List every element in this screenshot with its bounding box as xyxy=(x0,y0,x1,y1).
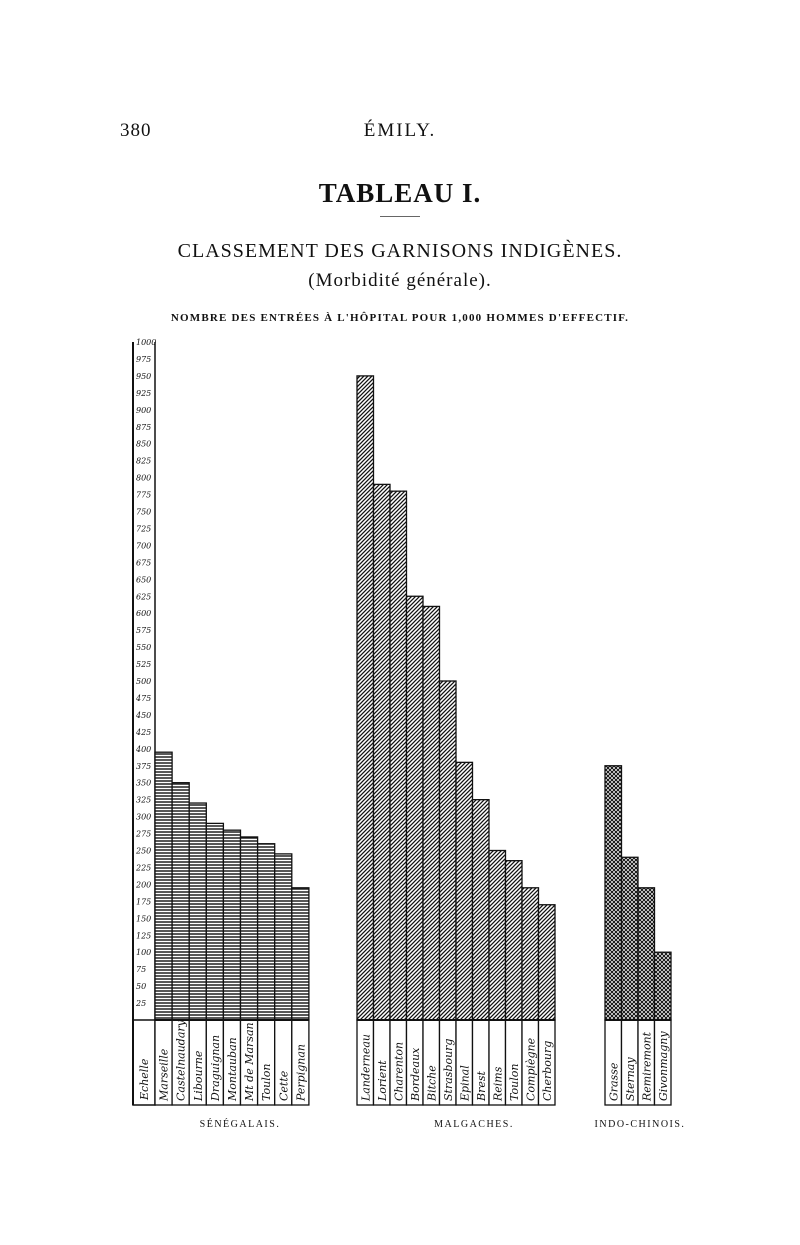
y-tick-label: 450 xyxy=(136,710,152,720)
bar xyxy=(655,952,672,1020)
bar xyxy=(605,766,622,1020)
running-head: ÉMILY. xyxy=(363,120,437,141)
y-tick-label: 425 xyxy=(136,727,152,737)
category-label: Charenton xyxy=(392,1041,406,1101)
bar xyxy=(241,837,258,1020)
category-label: Montauban xyxy=(225,1037,239,1101)
y-tick-label: 350 xyxy=(136,778,152,788)
bar xyxy=(638,888,655,1020)
y-tick-label: 250 xyxy=(136,846,152,856)
category-label: Compiègne xyxy=(524,1037,538,1101)
bar xyxy=(539,905,556,1020)
category-label: Givonmagny xyxy=(656,1031,670,1101)
bar xyxy=(292,888,309,1020)
bar xyxy=(622,857,639,1020)
bar xyxy=(189,803,206,1020)
y-tick-label: 850 xyxy=(136,439,152,449)
bar xyxy=(155,752,172,1020)
y-tick-label: 775 xyxy=(136,490,152,500)
category-labels xyxy=(133,1019,685,1130)
y-tick-label: 975 xyxy=(136,354,152,364)
category-label: Cherbourg xyxy=(540,1040,554,1101)
y-tick-label: 600 xyxy=(136,609,152,619)
category-label: Toulon xyxy=(260,1063,274,1101)
y-tick-label: 300 xyxy=(136,812,152,822)
y-tick-label: 175 xyxy=(136,897,152,907)
y-tick-label: 150 xyxy=(136,914,152,924)
category-label: Remiremont xyxy=(640,1031,654,1101)
bar xyxy=(275,854,292,1020)
y-tick-label: 725 xyxy=(136,524,152,534)
bar xyxy=(423,606,440,1020)
category-label: Draguignan xyxy=(208,1034,222,1101)
y-tick-label: 50 xyxy=(136,982,147,992)
y-tick-label: 400 xyxy=(136,744,152,754)
y-tick-label: 525 xyxy=(136,660,152,670)
bar xyxy=(374,484,391,1020)
y-tick-label: 25 xyxy=(136,999,147,1009)
category-label: Lorient xyxy=(375,1060,389,1101)
y-tick-label: 500 xyxy=(136,677,152,686)
chart-subtitle: CLASSEMENT DES GARNISONS INDIGÈNES. xyxy=(177,240,623,262)
bar xyxy=(506,861,523,1020)
y-tick-label: 925 xyxy=(136,388,152,398)
category-label: Perpignan xyxy=(294,1043,308,1101)
scale-label: Echelle xyxy=(138,1058,151,1100)
y-tick-label: 650 xyxy=(136,575,152,585)
y-tick-label: 375 xyxy=(136,761,152,771)
y-tick-label: 1000 xyxy=(136,338,157,347)
category-label: Libourne xyxy=(191,1050,205,1101)
y-tick-label: 625 xyxy=(136,592,152,602)
bar xyxy=(223,830,240,1020)
bar xyxy=(456,762,473,1020)
category-label: Sternay xyxy=(623,1057,637,1101)
scale-axis xyxy=(133,338,156,1105)
y-tick-label: 950 xyxy=(136,371,152,381)
bar xyxy=(390,491,407,1020)
bar xyxy=(522,888,539,1020)
bar xyxy=(258,844,275,1020)
category-label: Grasse xyxy=(607,1062,621,1101)
y-tick-label: 275 xyxy=(136,829,152,839)
y-tick-label: 875 xyxy=(136,422,152,432)
category-label: Cette xyxy=(277,1070,291,1101)
category-label: Landerneau xyxy=(359,1034,373,1101)
bar xyxy=(473,800,490,1020)
bar xyxy=(357,376,374,1020)
y-tick-label: 800 xyxy=(136,473,152,483)
y-tick-label: 75 xyxy=(136,965,147,975)
chart-title: TABLEAU I. xyxy=(318,178,482,208)
y-tick-label: 750 xyxy=(136,507,152,517)
category-label: Toulon xyxy=(507,1063,521,1101)
category-label: Brest xyxy=(474,1071,488,1101)
y-tick-label: 200 xyxy=(136,880,152,890)
y-tick-label: 700 xyxy=(136,541,152,551)
group-label: INDO-CHINOIS. xyxy=(594,1119,686,1130)
page-number: 380 xyxy=(120,120,152,141)
y-tick-label: 575 xyxy=(136,626,152,636)
bar xyxy=(440,681,457,1020)
bar xyxy=(489,851,506,1021)
category-label: Castelnaudary xyxy=(174,1020,188,1101)
category-label: Bitche xyxy=(425,1065,439,1101)
y-tick-label: 100 xyxy=(136,948,152,958)
y-tick-label: 125 xyxy=(136,931,152,941)
bar xyxy=(172,783,189,1020)
bar xyxy=(206,823,223,1020)
y-tick-label: 675 xyxy=(136,558,152,568)
y-tick-label: 325 xyxy=(136,795,152,805)
bars xyxy=(155,376,671,1020)
chart-caption: NOMBRE DES ENTRÉES À L'HÔPITAL POUR 1,000 HOMMES D'EFFECTIF. xyxy=(170,312,630,324)
group-label: MALGACHES. xyxy=(434,1119,514,1130)
chart-subtitle-parenthetical: (Morbidité générale). xyxy=(308,270,492,291)
group-label: SÉNÉGALAIS. xyxy=(199,1119,281,1130)
y-tick-label: 825 xyxy=(136,456,152,466)
y-tick-label: 550 xyxy=(136,643,152,653)
y-tick-label: 225 xyxy=(136,863,152,873)
y-tick-label: 900 xyxy=(136,405,152,415)
y-tick-label: 475 xyxy=(136,693,152,703)
category-label: Marseille xyxy=(157,1048,171,1101)
category-label: Bordeaux xyxy=(408,1047,422,1101)
bar xyxy=(407,596,424,1020)
category-label: Mt de Marsan xyxy=(243,1022,257,1101)
category-label: Epinal xyxy=(458,1065,472,1101)
category-label: Reims xyxy=(491,1066,505,1101)
category-label: Strasbourg xyxy=(441,1038,455,1101)
